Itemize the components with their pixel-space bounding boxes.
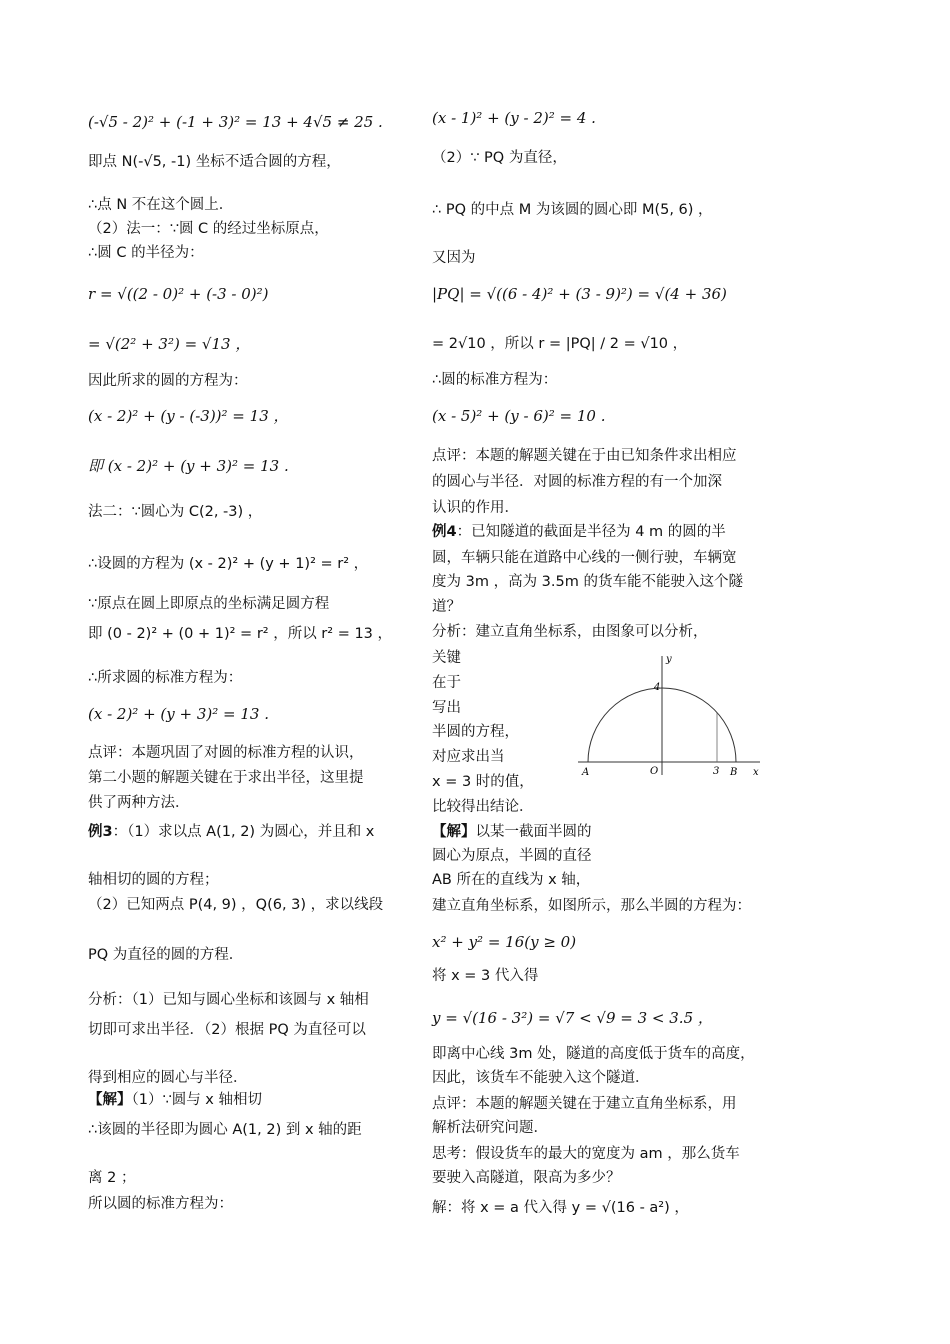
right-line: 半圆的方程， — [432, 724, 519, 740]
right-line: 又因为 — [432, 250, 476, 266]
left-line: ∴点 N 不在这个圆上． — [88, 197, 234, 213]
right-line: 要驶入高隧道，限高为多少？ — [432, 1170, 621, 1186]
right-line: 建立直角坐标系，如图所示，那么半圆的方程为： — [432, 898, 751, 914]
left-line: (-√5 - 2)² + (-1 + 3)² = 13 + 4√5 ≠ 25 . — [88, 113, 383, 131]
left-line: 离 2 ； — [88, 1170, 136, 1186]
right-line: 点评：本题的解题关键在于建立直角坐标系，用 — [432, 1096, 737, 1112]
right-line: 因此，该货车不能驶入这个隧道． — [432, 1070, 650, 1086]
left-line: 【解】（1）∵圆与 x 轴相切 — [88, 1092, 262, 1108]
right-line: (x - 5)² + (y - 6)² = 10 . — [432, 407, 606, 425]
right-line: 点评：本题的解题关键在于由已知条件求出相应 — [432, 448, 737, 464]
right-line: x = 3 时的值， — [432, 774, 534, 790]
left-line: 轴相切的圆的方程； — [88, 872, 219, 888]
origin-label: O — [650, 766, 659, 777]
right-line: 解：将 x = a 代入得 y = √(16 - a²) ， — [432, 1200, 689, 1216]
right-line: |PQ| = √((6 - 4)² + (3 - 9)²) = √(4 + 36) — [432, 285, 727, 303]
left-line: 即点 N(-√5, -1) 坐标不适合圆的方程， — [88, 154, 341, 170]
left-line: 分析：（1）已知与圆心坐标和该圆与 x 轴相 — [88, 992, 369, 1008]
right-line: 的圆心与半径．对圆的标准方程的有一个加深 — [432, 474, 722, 490]
right-line: 【解】以某一截面半圆的 — [432, 824, 592, 840]
right-line: 比较得出结论． — [432, 799, 534, 815]
right-line: 对应求出当 — [432, 749, 505, 765]
right-line: 道？ — [432, 599, 461, 615]
semicircle-tunnel-figure — [570, 650, 770, 780]
point-b-label: B — [730, 767, 738, 778]
left-line: ∴圆 C 的半径为： — [88, 245, 204, 261]
left-line: 即 (0 - 2)² + (0 + 1)² = r² ，所以 r² = 13 ， — [88, 626, 393, 642]
x-tick-3: 3 — [713, 766, 720, 777]
right-line: 思考：假设货车的最大的宽度为 am ，那么货车 — [432, 1146, 740, 1162]
right-line: 关键 — [432, 650, 461, 666]
right-line: ∴圆的标准方程为： — [432, 372, 558, 388]
left-line: 点评：本题巩固了对圆的标准方程的认识， — [88, 745, 364, 761]
left-line: 供了两种方法． — [88, 795, 190, 811]
left-line: r = √((2 - 0)² + (-3 - 0)²) — [88, 285, 269, 303]
right-line: 度为 3m ，高为 3.5m 的货车能不能驶入这个隧 — [432, 574, 743, 590]
left-line: 例3：（1）求以点 A(1, 2) 为圆心，并且和 x — [88, 824, 375, 840]
right-line: 在于 — [432, 675, 461, 691]
left-line: ∴设圆的方程为 (x - 2)² + (y + 1)² = r² ， — [88, 556, 369, 572]
left-line: 得到相应的圆心与半径． — [88, 1070, 248, 1086]
left-line: 即 (x - 2)² + (y + 3)² = 13 . — [88, 457, 289, 475]
left-line: 第二小题的解题关键在于求出半径，这里提 — [88, 770, 364, 786]
left-line: (x - 2)² + (y - (-3))² = 13 ， — [88, 407, 289, 425]
right-line: 例4：已知隧道的截面是半径为 4 m 的圆的半 — [432, 524, 726, 540]
right-line: （2）∵ PQ 为直径， — [432, 150, 567, 166]
y-axis-label: y — [666, 654, 672, 665]
x-axis-label: x — [753, 767, 759, 778]
right-line: = 2√10 ，所以 r = |PQ| / 2 = √10 ， — [432, 336, 688, 352]
left-line: PQ 为直径的圆的方程． — [88, 947, 244, 963]
right-line: AB 所在的直线为 x 轴， — [432, 872, 591, 888]
right-line: 解析法研究问题． — [432, 1120, 548, 1136]
right-line: 将 x = 3 代入得 — [432, 968, 539, 984]
right-line: y = √(16 - 3²) = √7 < √9 = 3 < 3.5 ， — [432, 1009, 713, 1027]
left-line: ∵原点在圆上即原点的坐标满足圆方程 — [88, 596, 330, 612]
point-a-label: A — [582, 767, 590, 778]
left-line: = √(2² + 3²) = √13 ， — [88, 335, 251, 353]
left-line: （2）已知两点 P(4, 9) ，Q(6, 3) ，求以线段 — [88, 897, 384, 913]
left-line: ∴该圆的半径即为圆心 A(1, 2) 到 x 轴的距 — [88, 1122, 362, 1138]
right-line: x² + y² = 16(y ≥ 0) — [432, 933, 577, 951]
left-line: (x - 2)² + (y + 3)² = 13 . — [88, 705, 269, 723]
left-line: 法二：∵圆心为 C(2, -3) ， — [88, 504, 263, 520]
right-line: ∴ PQ 的中点 M 为该圆的圆心即 M(5, 6) ， — [432, 202, 713, 218]
right-line: 分析：建立直角坐标系，由图象可以分析， — [432, 624, 708, 640]
right-line: 认识的作用． — [432, 500, 519, 516]
left-line: 因此所求的圆的方程为： — [88, 373, 248, 389]
left-line: 所以圆的标准方程为： — [88, 1196, 233, 1212]
right-line: 圆心为原点，半圆的直径 — [432, 848, 592, 864]
y-tick-4: 4 — [654, 682, 661, 693]
right-line: (x - 1)² + (y - 2)² = 4 . — [432, 109, 596, 127]
right-line: 圆，车辆只能在道路中心线的一侧行驶，车辆宽 — [432, 550, 737, 566]
left-line: （2）法一：∵圆 C 的经过坐标原点， — [88, 221, 329, 237]
left-line: ∴所求圆的标准方程为： — [88, 670, 243, 686]
right-line: 即离中心线 3m 处，隧道的高度低于货车的高度， — [432, 1046, 755, 1062]
right-line: 写出 — [432, 700, 461, 716]
left-line: 切即可求出半径．（2）根据 PQ 为直径可以 — [88, 1022, 366, 1038]
